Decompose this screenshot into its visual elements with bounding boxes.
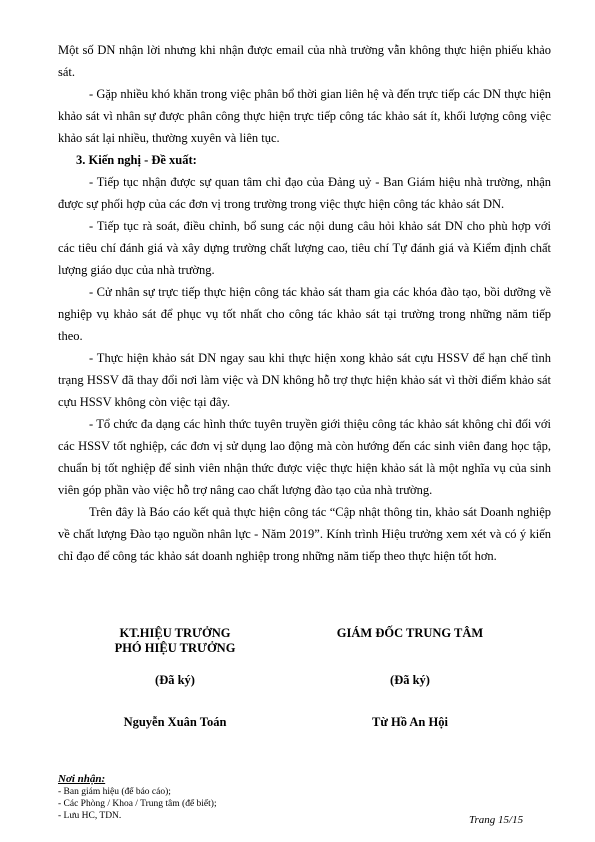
paragraph: - Thực hiện khảo sát DN ngay sau khi thực hiện xong khảo sát cựu HSSV để hạn chế tình trạng HSSV đã thay đổi nơi làm việc và DN không hỗ trợ thực hiện khảo sát vì thời điểm khảo sát cựu HSSV không còn việc tại đây. bbox=[58, 351, 551, 409]
page-number: Trang 15/15 bbox=[469, 814, 524, 826]
report-body bbox=[58, 39, 551, 567]
recipients-block bbox=[58, 773, 217, 822]
right-signer-name: Từ Hồ An Hội bbox=[372, 715, 448, 729]
section-heading: 3. Kiến nghị - Đề xuất: bbox=[76, 153, 197, 167]
paragraph: - Tổ chức đa dạng các hình thức tuyên truyền giới thiệu công tác khảo sát không chỉ đối với các HSSV tốt nghiệp, các đơn vị sử dụng lao động mà còn hướng đến các sinh viên đang học tập, chuẩn bị tốt nghiệp để sinh viên nhận thức được việc thực hiện khảo sát là một nghĩa vụ của sinh viên góp phần vào việc hỗ trợ nâng cao chất lượng đào tạo của nhà trường. bbox=[58, 417, 551, 497]
signature-title-line: KT.HIỆU TRƯỞNG bbox=[119, 626, 231, 640]
paragraph: Một số DN nhận lời nhưng khi nhận được email của nhà trường vẫn không thực hiện phiếu khảo sát. bbox=[58, 43, 551, 79]
paragraph: - Tiếp tục nhận được sự quan tâm chỉ đạo của Đảng uỷ - Ban Giám hiệu nhà trường, nhận được sự phối hợp của các đơn vị trong trường trong việc thực hiện công tác khảo sát DN. bbox=[58, 175, 551, 211]
paragraph: Trên đây là Báo cáo kết quả thực hiện công tác “Cập nhật thông tin, khảo sát Doanh nghiệp về chất lượng Đào tạo nguồn nhân lực - Năm 2019”. Kính trình Hiệu trưởng xem xét và có ý kiến chỉ đạo để công tác khảo sát doanh nghiệp trong những năm tiếp theo thực hiện tốt hơn. bbox=[58, 505, 551, 563]
right-signed-note: (Đã ký) bbox=[390, 673, 430, 687]
left-signer-name: Nguyễn Xuân Toán bbox=[123, 715, 227, 729]
recipient-item: - Ban giám hiệu (để báo cáo); bbox=[58, 787, 171, 797]
recipients-title: Nơi nhận: bbox=[58, 773, 106, 785]
signature-title-line: PHÓ HIỆU TRƯỞNG bbox=[114, 641, 236, 655]
recipient-item: - Các Phòng / Khoa / Trung tâm (để biết); bbox=[58, 799, 217, 809]
left-signature-title bbox=[95, 626, 255, 656]
right-signature-title: GIÁM ĐỐC TRUNG TÂM bbox=[336, 626, 484, 640]
left-signed-note: (Đã ký) bbox=[155, 673, 195, 687]
recipient-item: - Lưu HC, TDN. bbox=[58, 811, 122, 821]
paragraph: - Gặp nhiều khó khăn trong việc phân bổ thời gian liên hệ và đến trực tiếp các DN thực hiện khảo sát vì nhân sự được phân công thực hiện trực tiếp công tác khảo sát ít, khối lượng công việc khảo sát lại nhiều, thường xuyên và liên tục. bbox=[58, 87, 551, 145]
paragraph: - Tiếp tục rà soát, điều chỉnh, bổ sung các nội dung câu hỏi khảo sát DN cho phù hợp với các tiêu chí đánh giá và xây dựng trường chất lượng cao, tiêu chí Tự đánh giá và Kiểm định chất lượng giáo dục của nhà trường. bbox=[58, 219, 551, 277]
paragraph: - Cử nhân sự trực tiếp thực hiện công tác khảo sát tham gia các khóa đào tạo, bồi dưỡng về nghiệp vụ khảo sát để phục vụ tốt nhất cho công tác khảo sát tại trường trong những năm tiếp theo. bbox=[58, 285, 551, 343]
